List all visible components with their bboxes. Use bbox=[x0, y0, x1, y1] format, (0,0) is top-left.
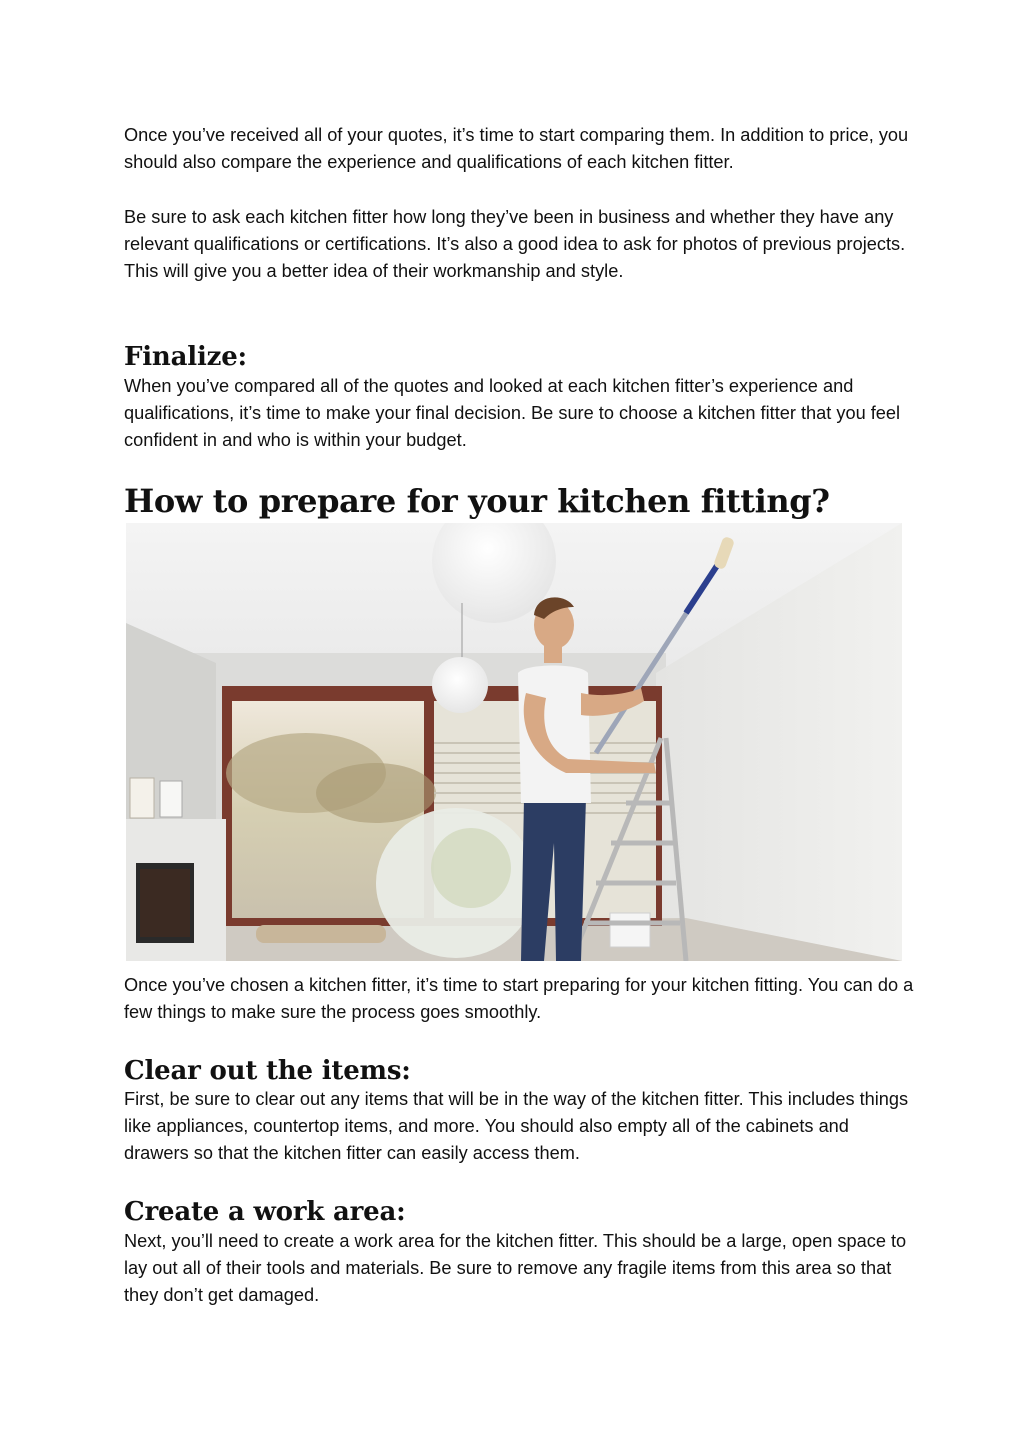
finalize-paragraph: When you’ve compared all of the quotes and looked at each kitchen fitter’s experience and qualifications, it’s time to make your final decision. Be sure to choose a kitchen fitter that you feel confident in and who is within your budget. bbox=[124, 376, 901, 451]
intro-paragraph-1: Once you’ve received all of your quotes, it’s time to start comparing them. In addition to price, you should also compare the experience and qualifications of each kitchen fitter. bbox=[124, 125, 909, 173]
clear-out-heading: Clear out the items: bbox=[124, 1056, 411, 1086]
painting-wall-photo bbox=[126, 523, 902, 961]
photo-illustration bbox=[126, 523, 902, 961]
clear-out-paragraph: First, be sure to clear out any items that will be in the way of the kitchen fitter. This includes things like appliances, countertop items, and more. You should also empty all of the cabinets and drawers so that the kitchen fitter can easily access them. bbox=[124, 1089, 909, 1164]
prepare-paragraph: Once you’ve chosen a kitchen fitter, it’s time to start preparing for your kitchen fitting. You can do a few things to make sure the process goes smoothly. bbox=[124, 975, 914, 1023]
finalize-heading: Finalize: bbox=[124, 342, 247, 372]
work-area-heading: Create a work area: bbox=[124, 1197, 406, 1227]
intro-paragraph-2: Be sure to ask each kitchen fitter how long they’ve been in business and whether they have any relevant qualifications or certifications. It’s also a good idea to ask for photos of previous projects. This will give you a better idea of their workmanship and style. bbox=[124, 207, 906, 282]
prepare-heading: How to prepare for your kitchen fitting? bbox=[124, 482, 830, 520]
work-area-paragraph: Next, you’ll need to create a work area for the kitchen fitter. This should be a large, open space to lay out all of their tools and materials. Be sure to remove any fragile items from this area so that they don’t get damaged. bbox=[124, 1231, 907, 1306]
